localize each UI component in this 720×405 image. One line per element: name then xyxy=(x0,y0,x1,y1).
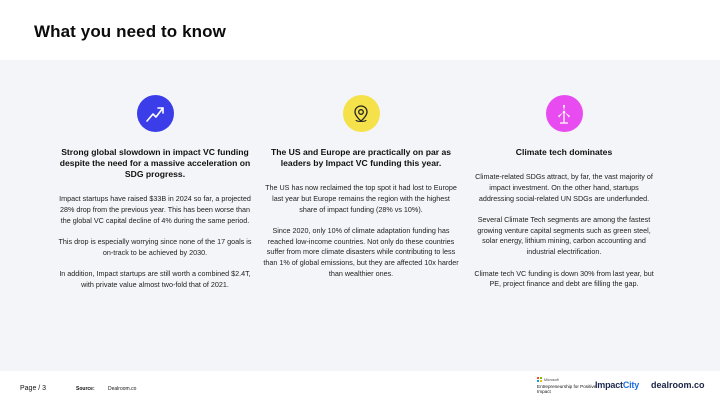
footer xyxy=(0,371,720,405)
impactcity-logo xyxy=(595,380,639,390)
paragraph: Climate tech VC funding is down 30% from last year, but PE, project finance and debt are filling the gap. xyxy=(474,268,654,289)
content-panel xyxy=(0,60,720,371)
column-body xyxy=(263,183,459,280)
paragraph: The US has now reclaimed the top spot it had lost to Europe last year but Europe remains the region with the highest share of impact funding (28% vs 10%). xyxy=(265,183,457,214)
source-label: Source: xyxy=(76,386,95,392)
column-us-europe xyxy=(263,60,459,290)
paragraph: Several Climate Tech segments are among the fastest growing venture capital segments such as green steel, solar energy, lithium mining, carbon accounting and industrial electrification. xyxy=(477,214,651,257)
column-climate-tech xyxy=(474,60,654,301)
paragraph: This drop is especially worrying since none of the 17 goals is on-track to be achieved by 2030. xyxy=(58,236,252,257)
impactcity-logo-part-a: Impact xyxy=(595,380,623,390)
trend-up-icon xyxy=(137,95,174,132)
paragraph: Since 2020, only 10% of climate adaptation funding has reached low-income countries. Not only do these countries suffer from more climate disasters while contributing to less than 1% of global emissions, but they are affected 10x harder than wealthier ones. xyxy=(263,225,459,279)
microsoft-squares-icon xyxy=(537,377,542,382)
microsoft-program: Entrepreneurship for Positive Impact xyxy=(537,384,597,395)
impactcity-logo-part-b: City xyxy=(622,380,640,390)
column-heading: Strong global slowdown in impact VC funding despite the need for a massive acceleration on SDG progress. xyxy=(59,147,251,179)
page-number: Page / 3 xyxy=(20,385,47,392)
wind-turbine-icon xyxy=(546,95,583,132)
column-body xyxy=(55,194,255,291)
microsoft-name: Microsoft xyxy=(544,377,559,382)
dealroom-logo: dealroom.co xyxy=(651,380,705,390)
source-value: Dealroom.co xyxy=(108,386,137,392)
paragraph: In addition, Impact startups are still worth a combined $2.4T, with private value almost two-fold that of 2021. xyxy=(59,268,251,289)
paragraph: Impact startups have raised $33B in 2024 so far, a projected 28% drop from the previous year. This has been worse than the global VC capital decline of 4% during the same period. xyxy=(59,194,251,225)
column-slowdown xyxy=(55,60,255,301)
column-heading: Climate tech dominates xyxy=(515,147,613,157)
paragraph: Climate-related SDGs attract, by far, the vast majority of impact investment. On the other hand, startups addressing social-related UN SDGs are underfunded. xyxy=(475,172,653,203)
microsoft-logo xyxy=(537,377,599,395)
page-title: What you need to know xyxy=(34,22,226,41)
column-heading: The US and Europe are practically on par as leaders by Impact VC funding this year. xyxy=(270,147,452,168)
column-body xyxy=(474,172,654,290)
location-pin-icon xyxy=(343,95,380,132)
